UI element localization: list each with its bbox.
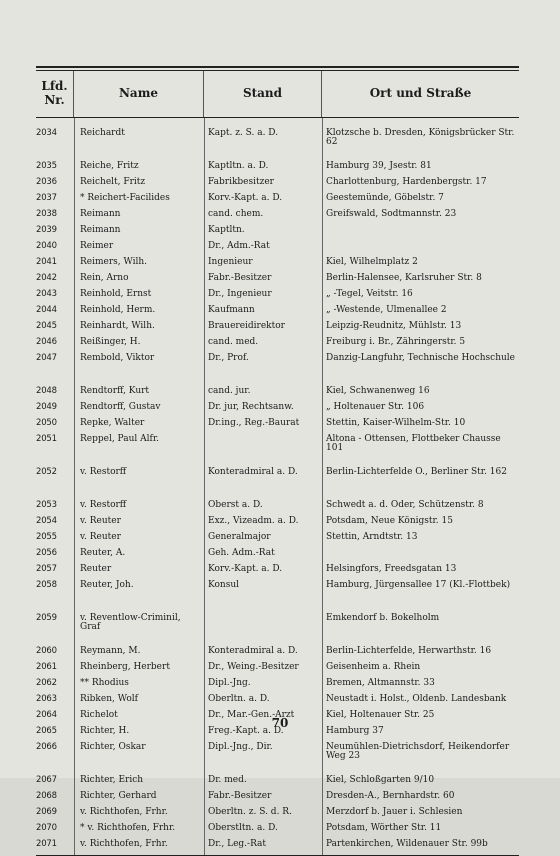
row-name: v. Reuter [80,516,121,526]
row-stand: Korv.-Kapt. a. D. [208,193,283,203]
row-address: Berlin-Lichterfelde O., Berliner Str. 162 [326,467,507,477]
row-name: Reinhold, Herm. [80,305,156,315]
row-number: 2045 [36,321,57,331]
header-name: Name [74,71,204,117]
row-name: Rembold, Viktor [80,353,155,363]
top-rule [36,66,519,68]
table-row [36,644,519,660]
column-divider [322,118,323,855]
row-address: Emkendorf b. Bokelholm [326,613,440,623]
table-row [36,546,519,562]
row-name: v. Reventlow-Criminil, Graf [80,613,181,632]
row-spacer [36,765,519,773]
row-stand: Oberst a. D. [208,500,263,510]
row-address: Potsdam, Wörther Str. 11 [326,823,442,833]
row-address: Hamburg 39, Jsestr. 81 [326,161,432,171]
row-address: Kiel, Wilhelmplatz 2 [326,257,418,267]
row-stand: Kapt. z. S. a. D. [208,128,279,138]
table-row [36,126,519,151]
row-address: Altona - Ottensen, Flottbeker Chausse 101 [326,434,501,453]
row-number: 2062 [36,678,57,688]
row-name: Reuter, Joh. [80,580,134,590]
table-row [36,578,519,603]
table-row [36,837,519,853]
table-row [36,351,519,376]
table-row [36,159,519,175]
table-row [36,562,519,578]
row-stand: Kaufmann [208,305,255,315]
row-name: Rendtorff, Kurt [80,386,150,396]
row-address: „ Holtenauer Str. 106 [326,402,425,412]
row-name: Reuter, A. [80,548,126,558]
row-stand [204,432,322,457]
table-row [36,271,519,287]
row-number: 2035 [36,161,57,171]
row-number: 2051 [36,434,57,444]
row-number: 2052 [36,467,57,477]
row-address: Hamburg 37 [326,726,384,736]
row-number: 2056 [36,548,57,558]
row-stand: cand. chem. [208,209,264,219]
row-name: Richter, Gerhard [80,791,157,801]
row-name: v. Restorff [80,500,127,510]
table-row [36,692,519,708]
row-stand: Brauereidirektor [208,321,285,331]
row-address: Partenkirchen, Wildenauer Str. 99b [326,839,488,849]
row-number: 2049 [36,402,57,412]
table-row [36,611,519,636]
row-spacer [36,151,519,159]
table-row [36,175,519,191]
row-number: 2069 [36,807,57,817]
row-name: Reinhold, Ernst [80,289,152,299]
table-row [36,287,519,303]
row-name: Rheinberg, Herbert [80,662,170,672]
row-name: v. Richthofen, Frhr. [80,839,168,849]
row-number: 2048 [36,386,57,396]
table-row [36,335,519,351]
row-name: Rein, Arno [80,273,129,283]
row-address: Freiburg i. Br., Zähringerstr. 5 [326,337,466,347]
row-address: „ -Westende, Ulmenallee 2 [326,305,447,315]
row-address: Neumühlen-Dietrichsdorf, Heikendorfer Weg 23 [326,742,510,761]
row-stand: Freg.-Kapt. a. D. [208,726,284,736]
row-address: Kiel, Schloßgarten 9/10 [326,775,435,785]
row-stand: Dr. jur, Rechtsanw. [208,402,294,412]
row-name: Reuter [80,564,112,574]
row-stand: cand. med. [208,337,259,347]
row-name: Rendtorff, Gustav [80,402,161,412]
row-address: Dresden-A., Bernhardstr. 60 [326,791,455,801]
row-name: Reichelt, Fritz [80,177,146,187]
row-number: 2065 [36,726,57,736]
table-row [36,416,519,432]
row-address: Klotzsche b. Dresden, Königsbrücker Str. 62 [326,128,515,147]
row-number: 2055 [36,532,57,542]
header-ort: Ort und Straße [369,86,472,101]
row-number: 2059 [36,613,57,623]
row-stand: Geh. Adm.-Rat [208,548,275,558]
table-row [36,514,519,530]
row-name: Reymann, M. [80,646,141,656]
row-number: 2038 [36,209,57,219]
row-number: 2057 [36,564,57,574]
row-name: v. Reuter [80,532,121,542]
row-spacer [36,376,519,384]
row-name: * Reichert-Facilides [80,193,170,203]
row-spacer [36,490,519,498]
row-number: 2044 [36,305,57,315]
row-number: 2060 [36,646,57,656]
row-address: Potsdam, Neue Königstr. 15 [326,516,453,526]
row-stand: Oberltn. a. D. [208,694,270,704]
row-name: Reppel, Paul Alfr. [80,434,159,444]
row-number: 2061 [36,662,57,672]
table-row [36,773,519,789]
row-address: Danzig-Langfuhr, Technische Hochschule [326,353,516,363]
row-name: ** Rhodius [80,678,129,688]
row-address [322,223,519,239]
row-number: 2054 [36,516,57,526]
row-address: Geestemünde, Göbelstr. 7 [326,193,444,203]
table-row [36,660,519,676]
row-stand: Fabr.-Besitzer [208,273,272,283]
table-row [36,676,519,692]
row-name: Repke, Walter [80,418,145,428]
row-address: Kiel, Schwanenweg 16 [326,386,430,396]
row-name: Reimer [80,241,114,251]
row-number: 2067 [36,775,57,785]
row-stand: Generalmajor [208,532,271,542]
table-row [36,400,519,416]
row-stand: Fabr.-Besitzer [208,791,272,801]
table-row [36,789,519,805]
table-row [36,740,519,765]
row-address: „ -Tegel, Veitstr. 16 [326,289,413,299]
row-name: Richter, Oskar [80,742,146,752]
row-number: 2040 [36,241,57,251]
row-stand: Oberstltn. a. D. [208,823,278,833]
table-row [36,191,519,207]
row-number: 2071 [36,839,57,849]
row-stand [204,611,322,636]
header-stand: Stand [204,71,322,117]
row-number: 2064 [36,710,57,720]
table-row [36,239,519,255]
table-row [36,384,519,400]
row-stand: Dr., Leg.-Rat [208,839,267,849]
row-name: v. Restorff [80,467,127,477]
row-stand: Ingenieur [208,257,253,267]
table-row [36,530,519,546]
row-stand: Konteradmiral a. D. [208,467,298,477]
table-row [36,821,519,837]
row-name: Reimann [80,225,121,235]
row-address: Berlin-Lichterfelde, Herwarthstr. 16 [326,646,492,656]
table-row [36,303,519,319]
table-row [36,432,519,457]
row-number: 2066 [36,742,57,752]
row-name: Reichardt [80,128,125,138]
row-name: Reiche, Fritz [80,161,139,171]
row-stand: Dr.ing., Reg.-Baurat [208,418,300,428]
row-name: Richelot [80,710,118,720]
row-number: 2043 [36,289,57,299]
address-table [36,66,519,856]
row-number: 2036 [36,177,57,187]
row-address: Schwedt a. d. Oder, Schützenstr. 8 [326,500,484,510]
row-spacer [36,603,519,611]
row-number: 2063 [36,694,57,704]
row-stand: Konsul [208,580,239,590]
row-stand: Dr., Ingenieur [208,289,272,299]
row-number: 2068 [36,791,57,801]
row-number: 2037 [36,193,57,203]
row-stand: Dr., Mar.-Gen.-Arzt [208,710,295,720]
row-stand: Exz., Vizeadm. a. D. [208,516,299,526]
table-header [36,70,519,118]
column-divider [74,118,75,855]
row-address: Hamburg, Jürgensallee 17 (Kl.-Flottbek) [326,580,511,590]
row-number: 2053 [36,500,57,510]
row-name: v. Richthofen, Frhr. [80,807,168,817]
row-stand: cand. jur. [208,386,251,396]
row-address: Merzdorf b. Jauer i. Schlesien [326,807,463,817]
table-row [36,207,519,223]
row-stand: Oberltn. z. S. d. R. [208,807,292,817]
row-address [322,546,519,562]
row-address: Bremen, Altmannstr. 33 [326,678,435,688]
row-spacer [36,457,519,465]
row-stand: Dipl.-Jng., Dir. [208,742,273,752]
page-number: 70 [271,716,289,730]
row-number: 2042 [36,273,57,283]
row-name: * v. Richthofen, Frhr. [80,823,176,833]
row-number: 2041 [36,257,57,267]
row-address: Stettin, Kaiser-Wilhelm-Str. 10 [326,418,466,428]
table-row [36,223,519,239]
row-address: Leipzig-Reudnitz, Mühlstr. 13 [326,321,462,331]
row-number: 2046 [36,337,57,347]
row-address: Charlottenburg, Hardenbergstr. 17 [326,177,487,187]
row-name: Reimann [80,209,121,219]
row-stand: Fabrikbesitzer [208,177,274,187]
row-name: Richter, H. [80,726,130,736]
row-stand: Korv.-Kapt. a. D. [208,564,283,574]
row-number: 2070 [36,823,57,833]
row-stand: Dr. med. [208,775,247,785]
row-address: Greifswald, Sodtmannstr. 23 [326,209,457,219]
row-address: Berlin-Halensee, Karlsruher Str. 8 [326,273,482,283]
row-number: 2050 [36,418,57,428]
row-address: Stettin, Arndtstr. 13 [326,532,418,542]
row-stand: Konteradmiral a. D. [208,646,298,656]
row-address: Geisenheim a. Rhein [326,662,421,672]
row-name: Richter, Erich [80,775,144,785]
row-name: Reinhardt, Wilh. [80,321,155,331]
row-address: Kiel, Holtenauer Str. 25 [326,710,435,720]
row-number: 2058 [36,580,57,590]
row-stand: Dipl.-Jng. [208,678,251,688]
column-divider [204,118,205,855]
row-name: Reimers, Wilh. [80,257,147,267]
row-stand: Kaptltn. [208,225,245,235]
row-address: Neustadt i. Holst., Oldenb. Landesbank [326,694,507,704]
row-address: Helsingfors, Freedsgatan 13 [326,564,457,574]
row-name: Reißinger, H. [80,337,141,347]
row-name: Ribken, Wolf [80,694,138,704]
table-body [36,118,519,856]
row-number: 2034 [36,128,57,138]
row-stand: Dr., Weing.-Besitzer [208,662,299,672]
row-stand: Dr., Adm.-Rat [208,241,270,251]
row-stand: Dr., Prof. [208,353,249,363]
table-row [36,465,519,490]
row-number: 2039 [36,225,57,235]
row-stand: Kaptltn. a. D. [208,161,269,171]
table-row [36,498,519,514]
header-nr: Lfd. Nr. [36,71,74,117]
table-row [36,805,519,821]
row-address [322,239,519,255]
row-number: 2047 [36,353,57,363]
table-row [36,319,519,335]
row-spacer [36,636,519,644]
table-row [36,255,519,271]
